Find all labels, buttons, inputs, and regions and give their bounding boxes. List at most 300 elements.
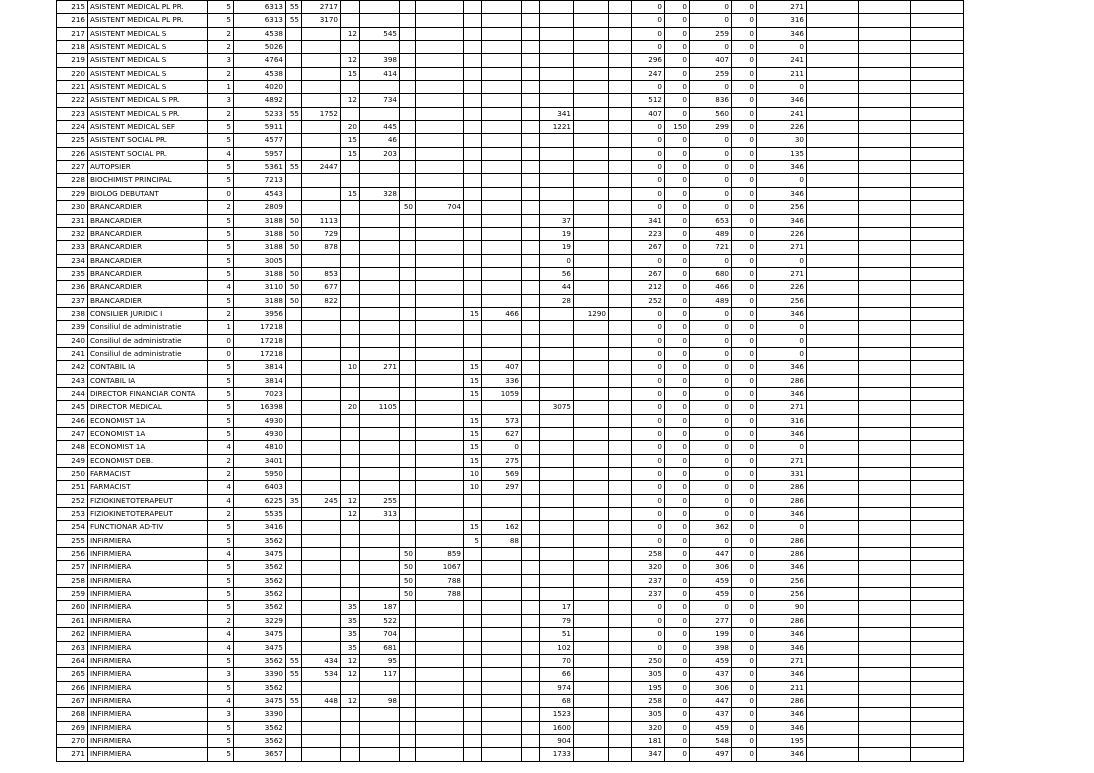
col-w-cell bbox=[859, 601, 911, 614]
col-q-cell: 267 bbox=[632, 267, 665, 280]
col-q-cell: 320 bbox=[632, 721, 665, 734]
table-row bbox=[57, 187, 964, 200]
col-m-cell bbox=[522, 681, 540, 694]
base-salary-cell: 3657 bbox=[234, 748, 286, 761]
col-n-cell bbox=[540, 334, 574, 347]
col-w-cell bbox=[859, 241, 911, 254]
pct-c-cell: 50 bbox=[400, 548, 416, 561]
table-row bbox=[57, 468, 964, 481]
table-row bbox=[57, 721, 964, 734]
pct-a-cell bbox=[286, 121, 302, 134]
col-o-cell bbox=[574, 107, 609, 120]
pct-c-cell: 50 bbox=[400, 201, 416, 214]
col-p-cell bbox=[609, 307, 632, 320]
amount-a-cell bbox=[302, 94, 341, 107]
col-v-cell bbox=[807, 321, 859, 334]
grade-cell: 5 bbox=[208, 294, 234, 307]
col-u-cell: 286 bbox=[757, 694, 807, 707]
amount-c-cell bbox=[416, 628, 464, 641]
pct-a-cell bbox=[286, 201, 302, 214]
pct-d-cell: 15 bbox=[464, 414, 482, 427]
col-n-cell bbox=[540, 414, 574, 427]
pct-a-cell bbox=[286, 147, 302, 160]
pct-d-cell bbox=[464, 694, 482, 707]
amount-a-cell bbox=[302, 321, 341, 334]
col-x-cell bbox=[911, 227, 964, 240]
amount-a-cell: 1113 bbox=[302, 214, 341, 227]
col-u-cell: 0 bbox=[757, 81, 807, 94]
pct-b-cell: 20 bbox=[341, 121, 360, 134]
amount-d-cell bbox=[482, 641, 522, 654]
col-p-cell bbox=[609, 334, 632, 347]
job-title-cell: INFIRMIERA bbox=[88, 601, 208, 614]
pct-d-cell bbox=[464, 67, 482, 80]
col-p-cell bbox=[609, 414, 632, 427]
base-salary-cell: 3956 bbox=[234, 307, 286, 320]
pct-b-cell bbox=[341, 1, 360, 14]
pct-a-cell bbox=[286, 428, 302, 441]
pct-a-cell: 55 bbox=[286, 654, 302, 667]
col-m-cell bbox=[522, 187, 540, 200]
amount-d-cell bbox=[482, 267, 522, 280]
col-o-cell bbox=[574, 588, 609, 601]
col-o-cell bbox=[574, 734, 609, 747]
table-row bbox=[57, 94, 964, 107]
col-x-cell bbox=[911, 27, 964, 40]
col-v-cell bbox=[807, 67, 859, 80]
job-title-cell: BRANCARDIER bbox=[88, 201, 208, 214]
col-m-cell bbox=[522, 494, 540, 507]
table-row bbox=[57, 1, 964, 14]
col-r-cell: 0 bbox=[665, 534, 690, 547]
amount-c-cell bbox=[416, 668, 464, 681]
col-o-cell bbox=[574, 1, 609, 14]
col-w-cell bbox=[859, 214, 911, 227]
col-t-cell: 0 bbox=[732, 641, 757, 654]
spreadsheet-body bbox=[57, 1, 964, 762]
pct-c-cell bbox=[400, 241, 416, 254]
pct-a-cell bbox=[286, 708, 302, 721]
grade-cell: 5 bbox=[208, 414, 234, 427]
col-x-cell bbox=[911, 668, 964, 681]
col-s-cell: 259 bbox=[690, 27, 732, 40]
amount-c-cell bbox=[416, 534, 464, 547]
pct-b-cell bbox=[341, 734, 360, 747]
amount-a-cell bbox=[302, 561, 341, 574]
base-salary-cell: 3188 bbox=[234, 214, 286, 227]
col-t-cell: 0 bbox=[732, 734, 757, 747]
table-row bbox=[57, 214, 964, 227]
base-salary-cell: 5911 bbox=[234, 121, 286, 134]
base-salary-cell: 6313 bbox=[234, 1, 286, 14]
amount-b-cell bbox=[360, 14, 400, 27]
row-number-cell: 227 bbox=[57, 161, 88, 174]
amount-b-cell: 414 bbox=[360, 67, 400, 80]
pct-c-cell bbox=[400, 734, 416, 747]
col-u-cell: 90 bbox=[757, 601, 807, 614]
col-r-cell: 0 bbox=[665, 574, 690, 587]
table-row bbox=[57, 107, 964, 120]
col-o-cell bbox=[574, 227, 609, 240]
col-n-cell bbox=[540, 321, 574, 334]
col-o-cell bbox=[574, 574, 609, 587]
table-row bbox=[57, 201, 964, 214]
pct-a-cell bbox=[286, 414, 302, 427]
col-u-cell: 346 bbox=[757, 94, 807, 107]
job-title-cell: CONSILIER JURIDIC I bbox=[88, 307, 208, 320]
base-salary-cell: 4543 bbox=[234, 187, 286, 200]
amount-d-cell bbox=[482, 134, 522, 147]
pct-b-cell bbox=[341, 521, 360, 534]
col-o-cell bbox=[574, 41, 609, 54]
col-q-cell: 512 bbox=[632, 94, 665, 107]
pct-d-cell bbox=[464, 201, 482, 214]
col-n-cell bbox=[540, 347, 574, 360]
pct-c-cell bbox=[400, 481, 416, 494]
pct-d-cell: 15 bbox=[464, 307, 482, 320]
pct-d-cell bbox=[464, 27, 482, 40]
grade-cell: 4 bbox=[208, 281, 234, 294]
col-q-cell: 341 bbox=[632, 214, 665, 227]
job-title-cell: DIRECTOR MEDICAL bbox=[88, 401, 208, 414]
col-q-cell: 407 bbox=[632, 107, 665, 120]
grade-cell: 5 bbox=[208, 14, 234, 27]
amount-a-cell bbox=[302, 374, 341, 387]
job-title-cell: ASISTENT MEDICAL S bbox=[88, 27, 208, 40]
grade-cell: 5 bbox=[208, 574, 234, 587]
job-title-cell: FARMACIST bbox=[88, 468, 208, 481]
amount-d-cell bbox=[482, 548, 522, 561]
col-r-cell: 0 bbox=[665, 668, 690, 681]
table-row bbox=[57, 561, 964, 574]
amount-d-cell bbox=[482, 494, 522, 507]
col-v-cell bbox=[807, 521, 859, 534]
col-v-cell bbox=[807, 561, 859, 574]
amount-c-cell bbox=[416, 694, 464, 707]
col-s-cell: 0 bbox=[690, 401, 732, 414]
col-w-cell bbox=[859, 494, 911, 507]
job-title-cell: INFIRMIERA bbox=[88, 654, 208, 667]
amount-c-cell bbox=[416, 134, 464, 147]
base-salary-cell: 3416 bbox=[234, 521, 286, 534]
base-salary-cell: 17218 bbox=[234, 321, 286, 334]
pct-d-cell bbox=[464, 734, 482, 747]
grade-cell: 5 bbox=[208, 214, 234, 227]
amount-d-cell bbox=[482, 668, 522, 681]
col-u-cell: 0 bbox=[757, 347, 807, 360]
col-w-cell bbox=[859, 694, 911, 707]
col-w-cell bbox=[859, 27, 911, 40]
amount-c-cell: 859 bbox=[416, 548, 464, 561]
pct-c-cell bbox=[400, 454, 416, 467]
base-salary-cell: 5026 bbox=[234, 41, 286, 54]
pct-d-cell: 15 bbox=[464, 387, 482, 400]
col-x-cell bbox=[911, 428, 964, 441]
amount-b-cell bbox=[360, 721, 400, 734]
col-s-cell: 721 bbox=[690, 241, 732, 254]
col-m-cell bbox=[522, 294, 540, 307]
col-p-cell bbox=[609, 214, 632, 227]
row-number-cell: 241 bbox=[57, 347, 88, 360]
col-n-cell bbox=[540, 307, 574, 320]
col-v-cell bbox=[807, 347, 859, 360]
col-m-cell bbox=[522, 561, 540, 574]
amount-a-cell bbox=[302, 147, 341, 160]
grade-cell: 2 bbox=[208, 454, 234, 467]
col-m-cell bbox=[522, 548, 540, 561]
pct-d-cell bbox=[464, 628, 482, 641]
col-s-cell: 0 bbox=[690, 14, 732, 27]
base-salary-cell: 3814 bbox=[234, 374, 286, 387]
col-o-cell bbox=[574, 54, 609, 67]
col-w-cell bbox=[859, 668, 911, 681]
table-row bbox=[57, 401, 964, 414]
col-p-cell bbox=[609, 628, 632, 641]
col-u-cell: 346 bbox=[757, 307, 807, 320]
pct-a-cell bbox=[286, 468, 302, 481]
amount-d-cell bbox=[482, 628, 522, 641]
row-number-cell: 271 bbox=[57, 748, 88, 761]
amount-d-cell: 407 bbox=[482, 361, 522, 374]
table-row bbox=[57, 147, 964, 160]
grade-cell: 4 bbox=[208, 494, 234, 507]
amount-b-cell bbox=[360, 347, 400, 360]
amount-a-cell: 3170 bbox=[302, 14, 341, 27]
col-t-cell: 0 bbox=[732, 654, 757, 667]
col-u-cell: 271 bbox=[757, 454, 807, 467]
col-u-cell: 346 bbox=[757, 708, 807, 721]
pct-d-cell bbox=[464, 574, 482, 587]
amount-b-cell bbox=[360, 521, 400, 534]
col-q-cell: 305 bbox=[632, 708, 665, 721]
col-p-cell bbox=[609, 241, 632, 254]
col-p-cell bbox=[609, 147, 632, 160]
base-salary-cell: 2809 bbox=[234, 201, 286, 214]
job-title-cell: ASISTENT MEDICAL S bbox=[88, 54, 208, 67]
col-p-cell bbox=[609, 14, 632, 27]
amount-b-cell bbox=[360, 748, 400, 761]
col-s-cell: 0 bbox=[690, 41, 732, 54]
row-number-cell: 224 bbox=[57, 121, 88, 134]
col-r-cell: 0 bbox=[665, 721, 690, 734]
col-w-cell bbox=[859, 81, 911, 94]
col-s-cell: 0 bbox=[690, 361, 732, 374]
col-r-cell: 0 bbox=[665, 374, 690, 387]
col-t-cell: 0 bbox=[732, 721, 757, 734]
col-t-cell: 0 bbox=[732, 708, 757, 721]
col-q-cell: 237 bbox=[632, 588, 665, 601]
col-o-cell bbox=[574, 401, 609, 414]
pct-a-cell: 50 bbox=[286, 241, 302, 254]
col-t-cell: 0 bbox=[732, 214, 757, 227]
pct-b-cell: 12 bbox=[341, 27, 360, 40]
row-number-cell: 261 bbox=[57, 614, 88, 627]
grade-cell: 2 bbox=[208, 307, 234, 320]
amount-a-cell: 534 bbox=[302, 668, 341, 681]
col-p-cell bbox=[609, 361, 632, 374]
col-n-cell: 37 bbox=[540, 214, 574, 227]
row-number-cell: 256 bbox=[57, 548, 88, 561]
col-n-cell: 28 bbox=[540, 294, 574, 307]
col-t-cell: 0 bbox=[732, 147, 757, 160]
col-w-cell bbox=[859, 94, 911, 107]
col-x-cell bbox=[911, 94, 964, 107]
table-row bbox=[57, 654, 964, 667]
pct-b-cell bbox=[341, 321, 360, 334]
col-q-cell: 258 bbox=[632, 548, 665, 561]
col-o-cell bbox=[574, 668, 609, 681]
col-u-cell: 346 bbox=[757, 387, 807, 400]
col-x-cell bbox=[911, 281, 964, 294]
base-salary-cell: 17218 bbox=[234, 334, 286, 347]
amount-c-cell bbox=[416, 454, 464, 467]
amount-a-cell bbox=[302, 481, 341, 494]
col-m-cell bbox=[522, 454, 540, 467]
grade-cell: 5 bbox=[208, 227, 234, 240]
job-title-cell: INFIRMIERA bbox=[88, 668, 208, 681]
col-w-cell bbox=[859, 401, 911, 414]
pct-b-cell bbox=[341, 281, 360, 294]
pct-c-cell: 50 bbox=[400, 574, 416, 587]
pct-b-cell: 12 bbox=[341, 54, 360, 67]
pct-b-cell bbox=[341, 254, 360, 267]
col-u-cell: 211 bbox=[757, 681, 807, 694]
amount-d-cell bbox=[482, 281, 522, 294]
col-m-cell bbox=[522, 748, 540, 761]
row-number-cell: 266 bbox=[57, 681, 88, 694]
grade-cell: 0 bbox=[208, 347, 234, 360]
col-t-cell: 0 bbox=[732, 174, 757, 187]
col-w-cell bbox=[859, 708, 911, 721]
col-s-cell: 0 bbox=[690, 481, 732, 494]
grade-cell: 4 bbox=[208, 147, 234, 160]
pct-d-cell bbox=[464, 334, 482, 347]
col-q-cell: 0 bbox=[632, 147, 665, 160]
col-n-cell bbox=[540, 361, 574, 374]
col-m-cell bbox=[522, 468, 540, 481]
amount-d-cell bbox=[482, 27, 522, 40]
col-w-cell bbox=[859, 374, 911, 387]
amount-c-cell bbox=[416, 214, 464, 227]
pct-b-cell: 12 bbox=[341, 94, 360, 107]
col-p-cell bbox=[609, 548, 632, 561]
pct-c-cell bbox=[400, 14, 416, 27]
base-salary-cell: 3229 bbox=[234, 614, 286, 627]
col-s-cell: 0 bbox=[690, 174, 732, 187]
col-u-cell: 0 bbox=[757, 174, 807, 187]
grade-cell: 2 bbox=[208, 27, 234, 40]
job-title-cell: INFIRMIERA bbox=[88, 534, 208, 547]
col-r-cell: 0 bbox=[665, 361, 690, 374]
col-t-cell: 0 bbox=[732, 694, 757, 707]
pct-b-cell bbox=[341, 107, 360, 120]
col-u-cell: 0 bbox=[757, 441, 807, 454]
grade-cell: 5 bbox=[208, 521, 234, 534]
col-x-cell bbox=[911, 401, 964, 414]
col-m-cell bbox=[522, 201, 540, 214]
amount-d-cell bbox=[482, 748, 522, 761]
job-title-cell: ASISTENT SOCIAL PR. bbox=[88, 147, 208, 160]
col-m-cell bbox=[522, 374, 540, 387]
col-v-cell bbox=[807, 654, 859, 667]
col-o-cell bbox=[574, 721, 609, 734]
amount-c-cell bbox=[416, 614, 464, 627]
col-s-cell: 459 bbox=[690, 574, 732, 587]
col-m-cell bbox=[522, 147, 540, 160]
pct-d-cell bbox=[464, 214, 482, 227]
amount-b-cell bbox=[360, 574, 400, 587]
pct-a-cell: 50 bbox=[286, 294, 302, 307]
pct-a-cell bbox=[286, 628, 302, 641]
job-title-cell: BRANCARDIER bbox=[88, 227, 208, 240]
col-u-cell: 0 bbox=[757, 41, 807, 54]
table-row bbox=[57, 614, 964, 627]
pct-b-cell bbox=[341, 561, 360, 574]
base-salary-cell: 5535 bbox=[234, 508, 286, 521]
pct-b-cell bbox=[341, 748, 360, 761]
job-title-cell: BRANCARDIER bbox=[88, 241, 208, 254]
base-salary-cell: 4892 bbox=[234, 94, 286, 107]
pct-a-cell bbox=[286, 307, 302, 320]
base-salary-cell: 5233 bbox=[234, 107, 286, 120]
job-title-cell: DIRECTOR FINANCIAR CONTA bbox=[88, 387, 208, 400]
col-s-cell: 0 bbox=[690, 454, 732, 467]
pct-d-cell bbox=[464, 681, 482, 694]
base-salary-cell: 3390 bbox=[234, 708, 286, 721]
pct-d-cell bbox=[464, 54, 482, 67]
col-o-cell bbox=[574, 94, 609, 107]
col-x-cell bbox=[911, 361, 964, 374]
col-r-cell: 0 bbox=[665, 281, 690, 294]
col-t-cell: 0 bbox=[732, 347, 757, 360]
col-x-cell bbox=[911, 267, 964, 280]
col-s-cell: 0 bbox=[690, 161, 732, 174]
col-q-cell: 223 bbox=[632, 227, 665, 240]
col-p-cell bbox=[609, 708, 632, 721]
row-number-cell: 253 bbox=[57, 508, 88, 521]
col-q-cell: 0 bbox=[632, 521, 665, 534]
col-p-cell bbox=[609, 161, 632, 174]
col-r-cell: 0 bbox=[665, 494, 690, 507]
col-s-cell: 0 bbox=[690, 387, 732, 400]
row-number-cell: 257 bbox=[57, 561, 88, 574]
col-o-cell bbox=[574, 147, 609, 160]
amount-b-cell bbox=[360, 294, 400, 307]
col-w-cell bbox=[859, 121, 911, 134]
grade-cell: 5 bbox=[208, 681, 234, 694]
row-number-cell: 251 bbox=[57, 481, 88, 494]
col-q-cell: 0 bbox=[632, 494, 665, 507]
col-s-cell: 0 bbox=[690, 468, 732, 481]
col-r-cell: 0 bbox=[665, 214, 690, 227]
row-number-cell: 217 bbox=[57, 27, 88, 40]
amount-c-cell bbox=[416, 721, 464, 734]
pct-a-cell bbox=[286, 401, 302, 414]
col-o-cell bbox=[574, 27, 609, 40]
amount-b-cell bbox=[360, 534, 400, 547]
grade-cell: 3 bbox=[208, 708, 234, 721]
col-w-cell bbox=[859, 227, 911, 240]
pct-d-cell: 15 bbox=[464, 521, 482, 534]
col-s-cell: 277 bbox=[690, 614, 732, 627]
grade-cell: 5 bbox=[208, 534, 234, 547]
amount-c-cell bbox=[416, 267, 464, 280]
col-w-cell bbox=[859, 641, 911, 654]
col-s-cell: 680 bbox=[690, 267, 732, 280]
col-m-cell bbox=[522, 574, 540, 587]
amount-a-cell: 677 bbox=[302, 281, 341, 294]
pct-a-cell bbox=[286, 41, 302, 54]
